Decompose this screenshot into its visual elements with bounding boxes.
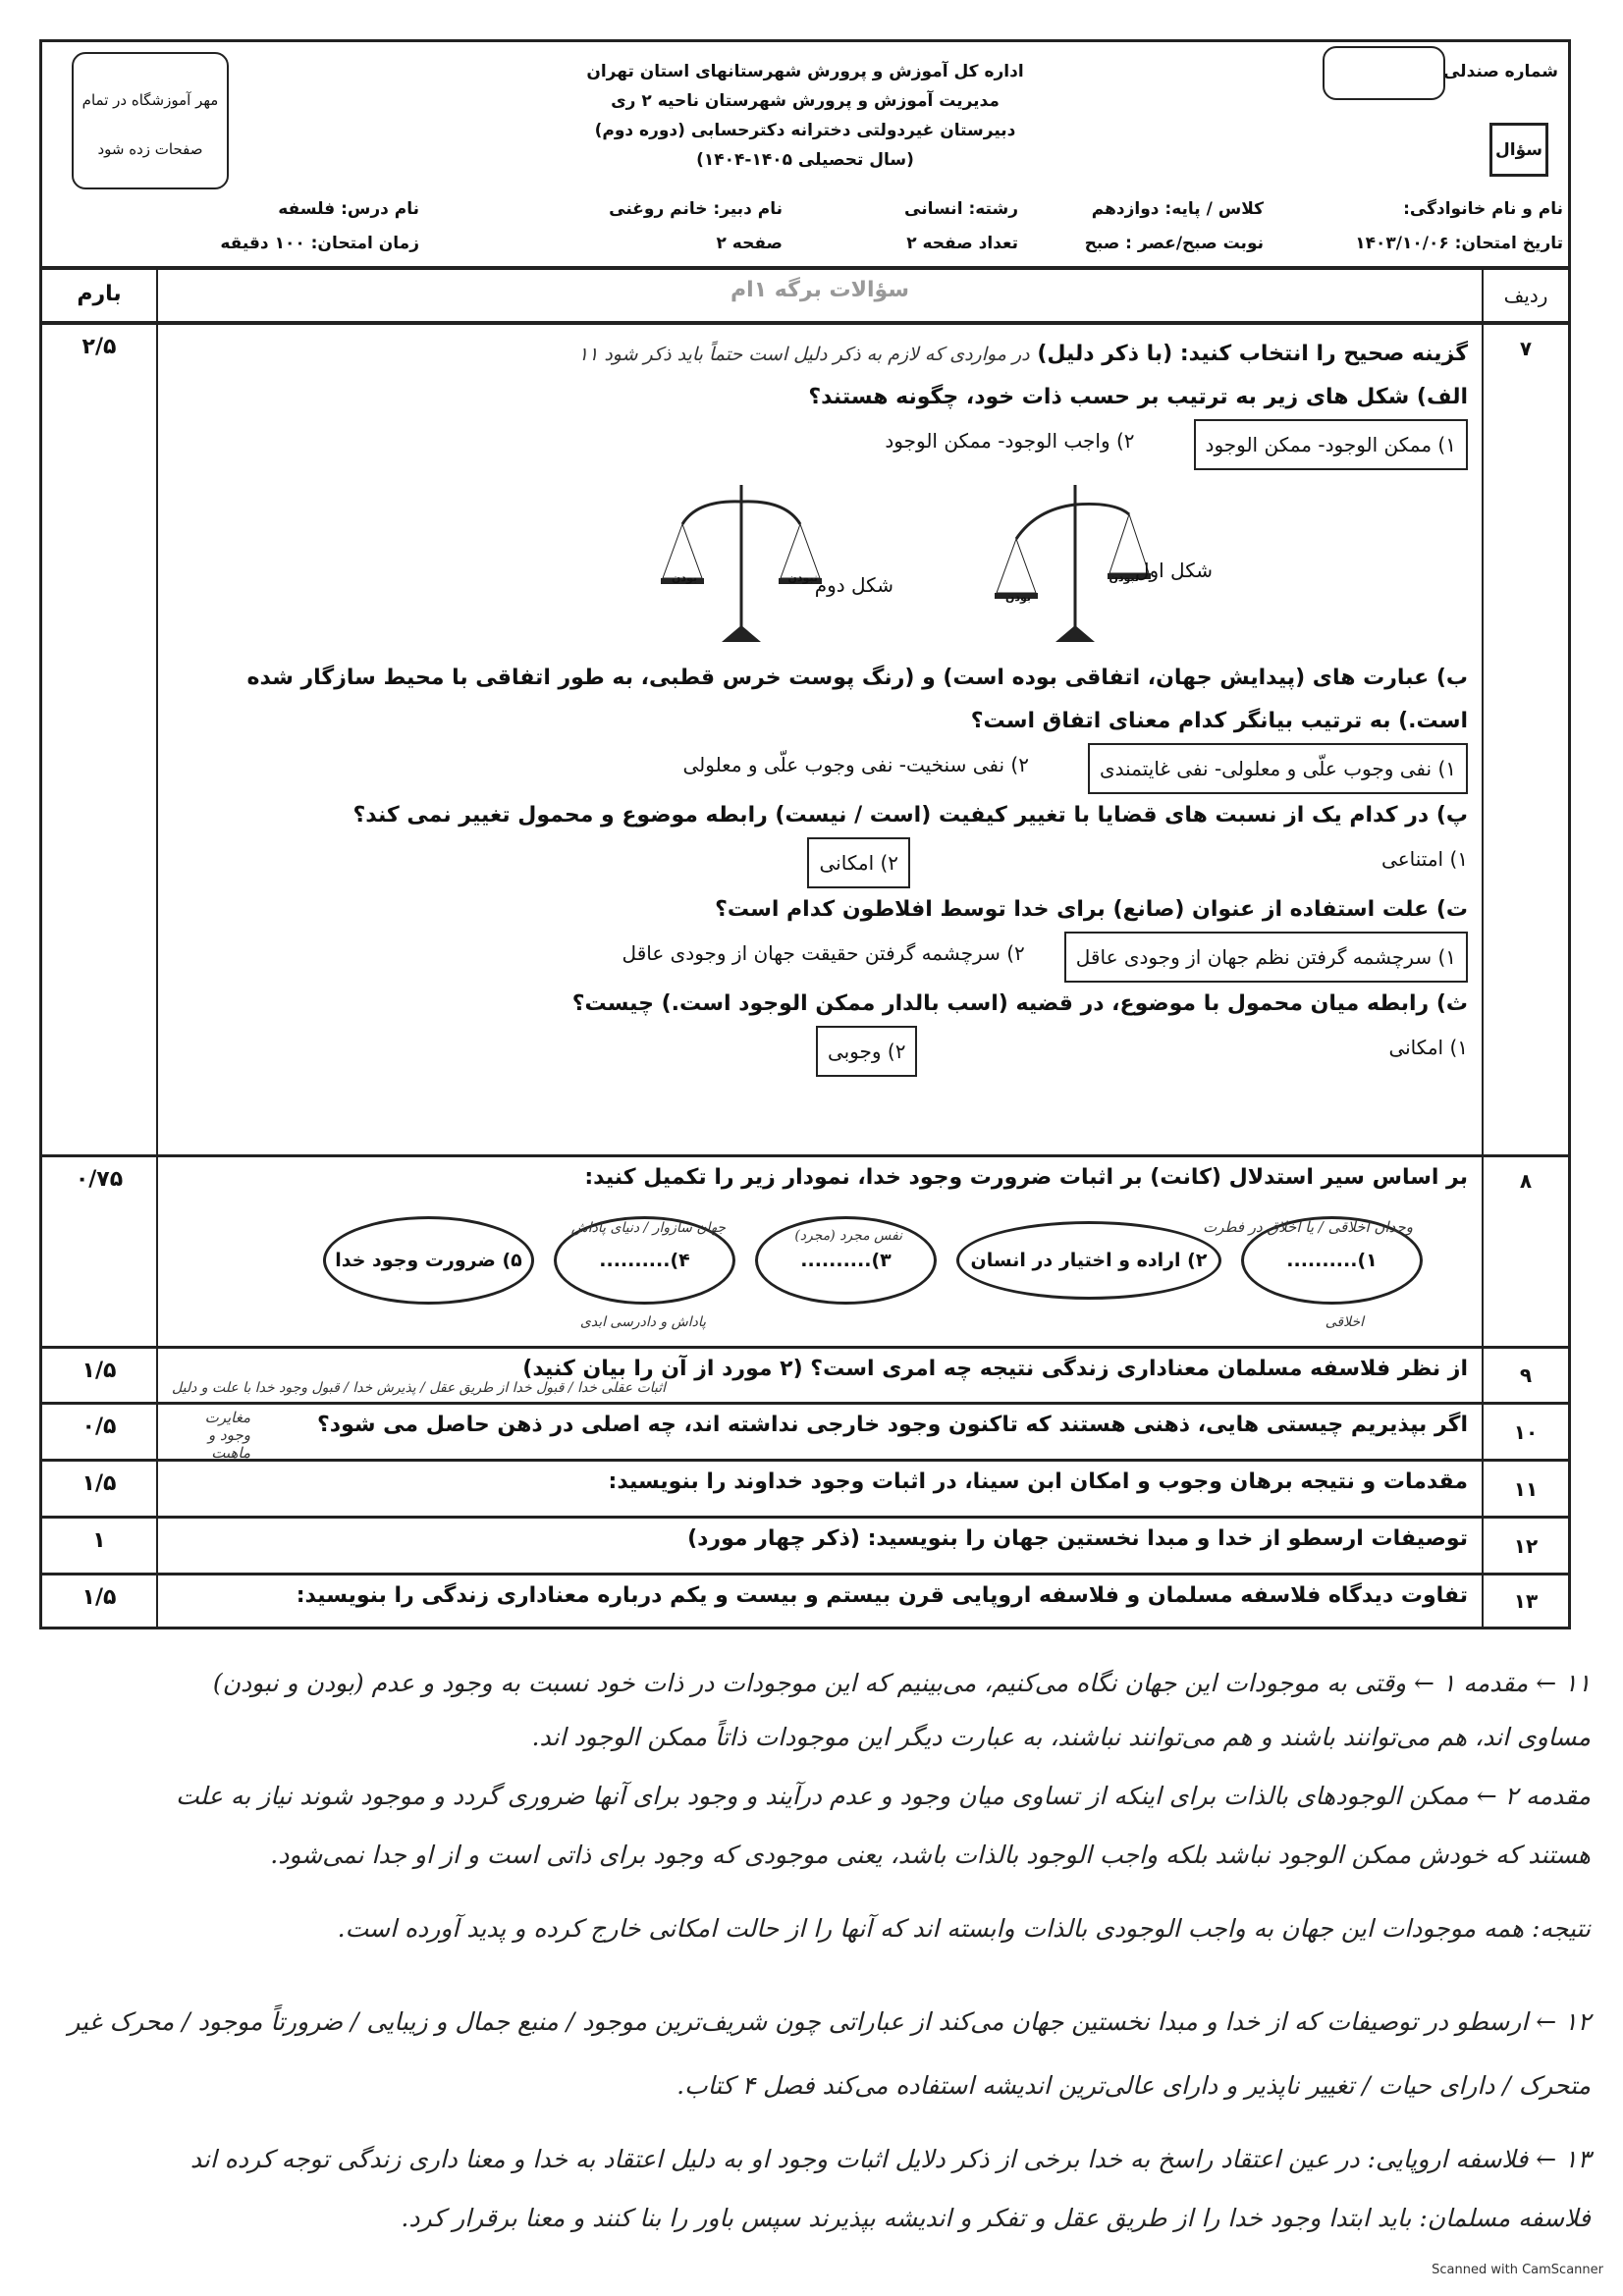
school-stamp-box (72, 52, 229, 189)
exam-date: تاریخ امتحان: ۱۴۰۳/۱۰/۰۶ (1355, 234, 1563, 253)
question-number: ۸ (1482, 1157, 1568, 1346)
question-score: ۱/۵ (42, 1349, 158, 1402)
diagram-node-5 (323, 1216, 534, 1305)
question-number: ۱۲ (1482, 1519, 1568, 1573)
subject-label: نام درس: فلسفه (278, 199, 419, 219)
node-text: ۴).......... (599, 1250, 690, 1271)
stamp-text: صفحات زده شود (97, 140, 203, 158)
handwritten-answer-line: مساوی اند، هم می‌توانند باشند و هم می‌توانند نباشند، به عبارت دیگر این موجودات ذاتاً ممکن الوجود اند. (531, 1723, 1591, 1751)
exam-duration: زمان امتحان: ۱۰۰ دقیقه (220, 234, 419, 253)
option-a2[interactable]: ۲) واجب الوجود- ممکن الوجود (885, 429, 1135, 453)
org-block (586, 57, 1023, 175)
question-label: سؤال (1495, 139, 1542, 160)
page-count: تعداد صفحه ۲ (906, 234, 1018, 253)
org-line: دبیرستان غیردولتی دخترانه دکترحسابی (دوره دوم) (594, 121, 1016, 140)
handwritten-answer: اخلاقی (1325, 1314, 1364, 1330)
question-13 (42, 1575, 1568, 1627)
question-score: ۲/۵ (42, 325, 158, 1154)
handwritten-answer-line: ۱۳ ← فلاسفه اروپایی: در عین اعتقاد راسخ به خدا برخی از ذکر دلایل اثبات وجود او به دلیل اعتقاد به خدا و معنا داری زندگی توجه کرده اند (189, 2145, 1591, 2173)
exam-sheet (39, 39, 1571, 1629)
scanner-watermark: Scanned with CamScanner (1432, 2263, 1603, 2277)
question-number: ۱۰ (1482, 1405, 1568, 1459)
question-text: از نظر فلاسفه مسلمان معناداری زندگی نتیجه چه امری است؟ (۲ مورد از آن را بیان کنید) (522, 1357, 1468, 1381)
figure-1-label: شکل اول (1134, 559, 1213, 582)
part-t-text: ت) علت استفاده از عنوان (صانع) برای خدا توسط افلاطون کدام است؟ (715, 897, 1468, 922)
row-col-header: ردیف (1482, 270, 1568, 321)
part-p-text: پ) در کدام یک از نسبت های قضایا با تغییر کیفیت (است / نیست) رابطه موضوع و محمول تغییر نمی کند؟ (352, 803, 1468, 828)
pan-label: بودن (1004, 591, 1031, 604)
handwritten-answer: مغایرت وجود و ماهیت (204, 1409, 250, 1462)
table-header (42, 270, 1568, 325)
scales-figures (172, 470, 1468, 657)
field-label: رشته: انسانی (904, 199, 1018, 219)
option-p2-selected[interactable]: ۲) امکانی (807, 837, 910, 888)
option-b2[interactable]: ۲) نفی سنخیت- نفی وجوب علّی و معلولی (682, 753, 1029, 776)
exam-shift: نوبت صبح/عصر : صبح (1084, 234, 1264, 253)
question-score: ۱/۵ (42, 1575, 158, 1627)
handwritten-answer: جهان سازوار / دنیای پاداش (570, 1220, 726, 1236)
page-number: صفحه ۲ (716, 234, 783, 253)
question-number: ۱۳ (1482, 1575, 1568, 1627)
stamp-text: مهر آموزشگاه در تمام (81, 91, 219, 109)
figure-2-label: شکل دوم (814, 573, 893, 597)
handwritten-answer-line: هستند که خودش ممکن الوجود نباشد بلکه واجب الوجود بالذات باشد، یعنی موجودی که وجود برای ذاتی است و از او جدا نمی‌شود. (270, 1841, 1591, 1869)
question-number: ۹ (1482, 1349, 1568, 1402)
pan-label: بودن (671, 571, 697, 584)
handwritten-answer-line: ۱۲ ← ارسطو در توصیفات که از خدا و مبدا نخستین جهان می‌کند از عباراتی چون شریف‌ترین موجود / منبع جمال و زیبایی / ضرورتاً موجود / محرک غیر (68, 2007, 1591, 2036)
option-a1-selected[interactable]: ۱) ممکن الوجود- ممکن الوجود (1194, 419, 1468, 470)
question-10 (42, 1405, 1568, 1462)
handwritten-answer-line: متحرک / دارای حیات / تغییر ناپذیر و دارای عالی‌ترین اندیشه استفاده می‌کند فصل ۴ کتاب. (676, 2071, 1591, 2100)
question-8 (42, 1157, 1568, 1349)
question-9 (42, 1349, 1568, 1405)
handwritten-answer: پاداش و دادرسی ابدی (579, 1314, 706, 1330)
question-number: ۱۱ (1482, 1462, 1568, 1516)
option-t1-selected[interactable]: ۱) سرچشمه گرفتن نظم جهان از وجودی عاقل (1064, 932, 1468, 983)
handwritten-note: در مواردی که لازم به ذکر دلیل است حتماً باید ذکر شود ۱۱ (577, 344, 1030, 365)
questions-col-header: سؤالات برگه ۱ام (730, 278, 909, 302)
handwritten-answer-line: نتیجه: همه موجودات این جهان به واجب الوجودی بالذات وابسته اند که آنها را از حالت امکانی خارج کرده و پدید آورده است. (337, 1914, 1591, 1943)
part-th-text: ث) رابطه میان محمول با موضوع، در قضیه (اسب بالدار ممکن الوجود است.) چیست؟ (571, 991, 1468, 1016)
pan-label: نبودن (787, 571, 818, 584)
option-b1-selected[interactable]: ۱) نفی وجوب علّی و معلولی- نفی غایتمندی (1088, 743, 1468, 794)
part-a-text: الف) شکل های زیر به ترتیب بر حسب ذات خود، چگونه هستند؟ (808, 385, 1468, 409)
option-th2-selected[interactable]: ۲) وجوبی (816, 1026, 918, 1077)
option-t2[interactable]: ۲) سرچشمه گرفتن حقیقت جهان از وجودی عاقل (622, 941, 1025, 965)
question-text: مقدمات و نتیجه برهان وجوب و امکان ابن سینا، در اثبات وجود خداوند را بنویسید: (608, 1469, 1468, 1494)
node-text: ۳).......... (800, 1250, 892, 1271)
pan-label: نبودن (1109, 571, 1139, 584)
question-score: ۰/۷۵ (42, 1157, 158, 1346)
question-number: ۷ (1482, 325, 1568, 1154)
question-7 (42, 325, 1568, 1157)
exam-header (42, 42, 1568, 270)
handwritten-answer-line: ۱۱ ← مقدمه ۱ ← وقتی به موجودات این جهان نگاه می‌کنیم، می‌بینیم که این موجودات در ذات خود نسبت به وجود و عدم (بودن و نبودن) (212, 1669, 1591, 1697)
option-p1[interactable]: ۱) امتناعی (1381, 847, 1468, 871)
student-name-label: نام و نام خانوادگی: (1403, 199, 1563, 219)
org-line: اداره کل آموزش و پرورش شهرستانهای استان تهران (586, 62, 1024, 81)
question-title: بر اساس سیر استدلال (کانت) بر اثبات ضرورت وجود خدا، نمودار زیر را تکمیل کنید: (584, 1165, 1468, 1190)
org-line: (سال تحصیلی ۱۴۰۵-۱۴۰۴) (696, 150, 914, 170)
question-score: ۰/۵ (42, 1405, 158, 1459)
node-text: ۱).......... (1286, 1250, 1378, 1271)
handwritten-answer-line: مقدمه ۲ ← ممکن الوجودهای بالذات برای اینکه از تساوی میان وجود و عدم درآیند و وجود برای آنها ضروری گردد و موجود شوند نیاز به علت (176, 1782, 1591, 1810)
teacher-label: نام دبیر: خانم روغنی (609, 199, 783, 219)
handwritten-answer-line: فلاسفه مسلمان: باید ابتدا وجود خدا را از طریق عقل و تفکر و اندیشه بپذیرند سپس باور را بنا کنند و معنا برقرار کرد. (401, 2204, 1591, 2232)
question-text: اگر بپذیریم چیستی هایی، ذهنی هستند که تاکنون وجود خارجی نداشته اند، چه اصلی در ذهن حاصل می شود؟ (317, 1413, 1468, 1437)
question-score: ۱/۵ (42, 1462, 158, 1516)
part-b-text: ب) عبارت های (پیدایش جهان، اتفاقی بوده است) و (رنگ پوست خرس قطبی، به طور اتفاقی با محیط سازگار شده است.) به ترتیب بیانگر کدام معنای اتفاق است؟ (246, 666, 1468, 733)
seat-number-field[interactable] (1323, 46, 1445, 100)
score-col-header: بارم (42, 270, 158, 321)
question-title: گزینه صحیح را انتخاب کنید: (با ذکر دلیل) (1037, 342, 1468, 366)
node-text: ۲) اراده و اختیار در انسان (970, 1250, 1208, 1271)
node-text: ۵) ضرورت وجود خدا (335, 1250, 522, 1271)
question-11 (42, 1462, 1568, 1519)
option-th1[interactable]: ۱) امکانی (1388, 1036, 1468, 1059)
diagram-node-2 (956, 1221, 1221, 1300)
question-text: تفاوت دیدگاه فلاسفه مسلمان و فلاسفه اروپایی قرن بیستم و بیست و یکم درباره معناداری زندگی را بنویسید: (296, 1583, 1468, 1608)
handwritten-answer: اثبات عقلی خدا / قبول خدا از طریق عقل / پذیرش خدا / قبول وجود خدا با علت و دلیل (172, 1380, 667, 1396)
handwritten-answer: نفس مجرد (مجرد) (794, 1228, 902, 1244)
question-12 (42, 1519, 1568, 1575)
question-text: توصیفات ارسطو از خدا و مبدا نخستین جهان را بنویسید: (ذکر چهار مورد) (687, 1526, 1468, 1551)
question-score: ۱ (42, 1519, 158, 1573)
seat-label: شماره صندلی (1442, 62, 1558, 81)
class-label: کلاس / پایه: دوازدهم (1091, 199, 1264, 219)
question-label-box (1489, 123, 1548, 177)
handwritten-answer: وجدان اخلاقی / یا اخلاق در فطرت (1203, 1218, 1413, 1236)
org-line: مدیریت آموزش و پرورش شهرستان ناحیه ۲ ری (611, 91, 1000, 111)
